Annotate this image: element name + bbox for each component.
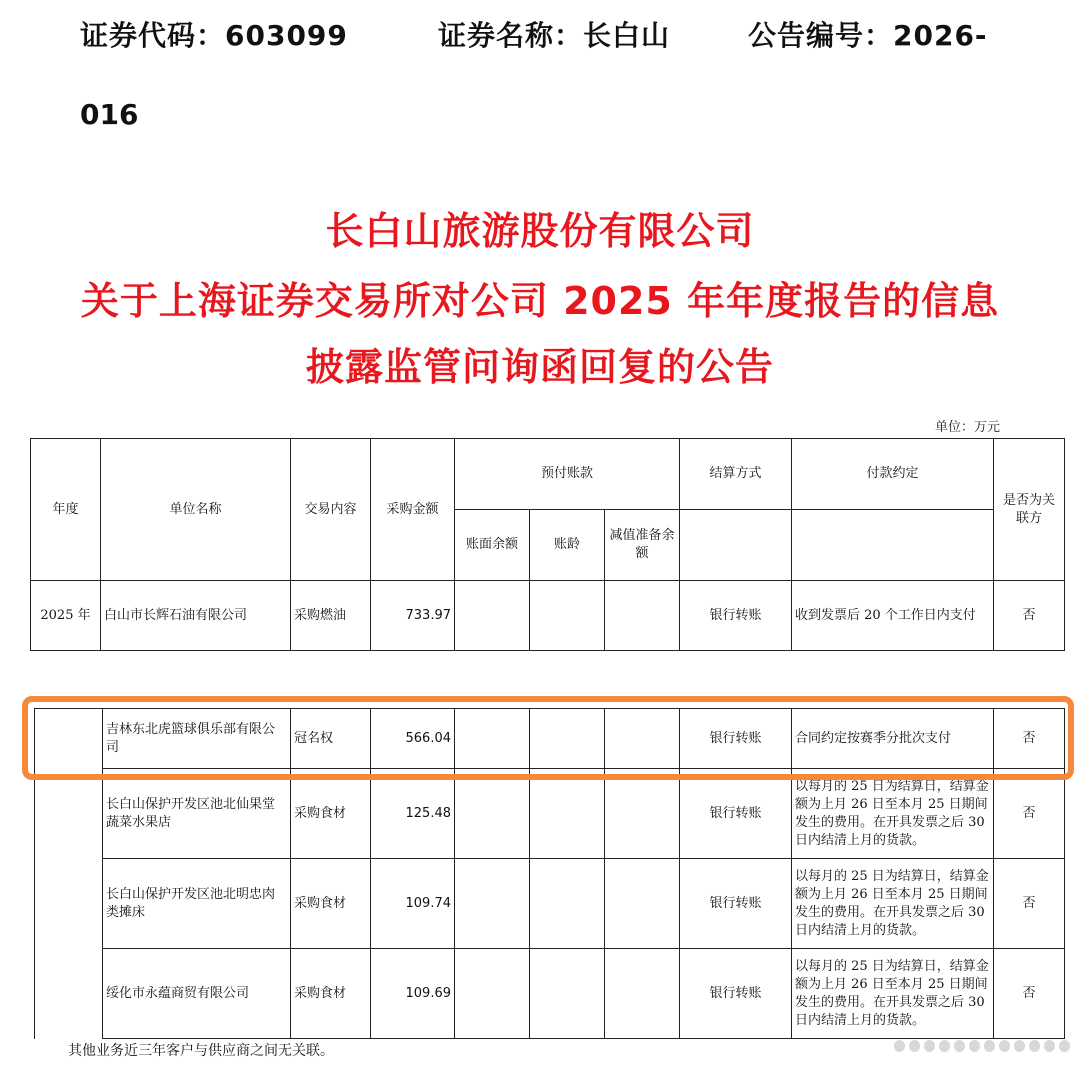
row-amount: 566.04 (371, 709, 455, 769)
header-year: 年度 (31, 439, 101, 581)
row-settlement: 银行转账 (680, 949, 792, 1039)
table-row (35, 709, 1065, 769)
row-aging (530, 581, 605, 651)
table-row (35, 949, 1065, 1039)
header-settlement-blank (680, 510, 792, 581)
row-impairment (605, 769, 680, 859)
footer-note: 其他业务近三年客户与供应商之间无关联。 (68, 1043, 334, 1059)
row-supplier-name: 吉林东北虎篮球俱乐部有限公司 (103, 709, 291, 769)
row-related-party: 否 (994, 709, 1065, 769)
table-row (35, 859, 1065, 949)
row-payment-terms: 以每月的 25 日为结算日，结算金额为上月 26 日至本月 25 日期间发生的费用。在开具发票之后 30 日内结清上月的货款。 (792, 769, 994, 859)
row-aging (530, 769, 605, 859)
row-payment-terms: 收到发票后 20 个工作日内支付 (792, 581, 994, 651)
row-supplier-name: 长白山保护开发区池北明忠肉类摊床 (103, 859, 291, 949)
header-payment-terms: 付款约定 (792, 439, 994, 510)
row-aging (530, 709, 605, 769)
header-book-balance: 账面余额 (455, 510, 530, 581)
row-impairment (605, 581, 680, 651)
row-settlement: 银行转账 (680, 859, 792, 949)
table-row (35, 769, 1065, 859)
row-amount: 733.97 (371, 581, 455, 651)
row-content: 采购燃油 (291, 581, 371, 651)
security-name: 证券名称：长白山 (438, 19, 671, 52)
row-supplier-name: 白山市长辉石油有限公司 (101, 581, 291, 651)
row-content: 采购食材 (291, 769, 371, 859)
header-settlement: 结算方式 (680, 439, 792, 510)
row-related-party: 否 (994, 949, 1065, 1039)
row-settlement: 银行转账 (680, 581, 792, 651)
row-related-party: 否 (994, 769, 1065, 859)
security-code: 证券代码：603099 (80, 19, 348, 52)
header-terms-blank (792, 510, 994, 581)
row-content: 采购食材 (291, 949, 371, 1039)
header-related-party: 是否为关联方 (994, 439, 1065, 581)
row-supplier-name: 绥化市永蕴商贸有限公司 (103, 949, 291, 1039)
header-amount: 采购金额 (371, 439, 455, 581)
row-supplier-name: 长白山保护开发区池北仙果堂蔬菜水果店 (103, 769, 291, 859)
header-unit-name: 单位名称 (101, 439, 291, 581)
row-related-party: 否 (994, 581, 1065, 651)
title-company: 长白山旅游股份有限公司 (325, 209, 755, 253)
row-impairment (605, 949, 680, 1039)
row-payment-terms: 合同约定按赛季分批次支付 (792, 709, 994, 769)
row-amount: 109.69 (371, 949, 455, 1039)
notice-number: 公告编号：2026- (748, 19, 988, 52)
header-aging: 账龄 (530, 510, 605, 581)
row-year: 2025 年 (31, 581, 101, 651)
title-subject: 关于上海证券交易所对公司 2025 年年度报告的信息 (80, 279, 1000, 323)
unit-label: 单位：万元 (934, 420, 1000, 435)
supplier-table-continued (34, 708, 1065, 1039)
row-settlement: 银行转账 (680, 769, 792, 859)
row-book-balance (455, 709, 530, 769)
row-content: 采购食材 (291, 859, 371, 949)
row-aging (530, 949, 605, 1039)
header-impairment: 减值准备余额 (605, 510, 680, 581)
row-amount: 125.48 (371, 769, 455, 859)
watermark (894, 1036, 1070, 1056)
title-subject-end: 披露监管问询函回复的公告 (305, 345, 774, 389)
row-impairment (605, 709, 680, 769)
row-book-balance (455, 949, 530, 1039)
table-row (31, 581, 1065, 651)
row-payment-terms: 以每月的 25 日为结算日，结算金额为上月 26 日至本月 25 日期间发生的费用。在开具发票之后 30 日内结清上月的货款。 (792, 949, 994, 1039)
row-book-balance (455, 581, 530, 651)
row-book-balance (455, 859, 530, 949)
row-settlement: 银行转账 (680, 709, 792, 769)
row-aging (530, 859, 605, 949)
row-year-merged (35, 709, 103, 1039)
header-content: 交易内容 (291, 439, 371, 581)
row-payment-terms: 以每月的 25 日为结算日，结算金额为上月 26 日至本月 25 日期间发生的费用。在开具发票之后 30 日内结清上月的货款。 (792, 859, 994, 949)
row-book-balance (455, 769, 530, 859)
row-impairment (605, 859, 680, 949)
header-prepayment: 预付账款 (455, 439, 680, 510)
row-content: 冠名权 (291, 709, 371, 769)
row-related-party: 否 (994, 859, 1065, 949)
supplier-table-header (30, 438, 1065, 651)
row-amount: 109.74 (371, 859, 455, 949)
notice-number-continued: 016 (80, 98, 139, 131)
